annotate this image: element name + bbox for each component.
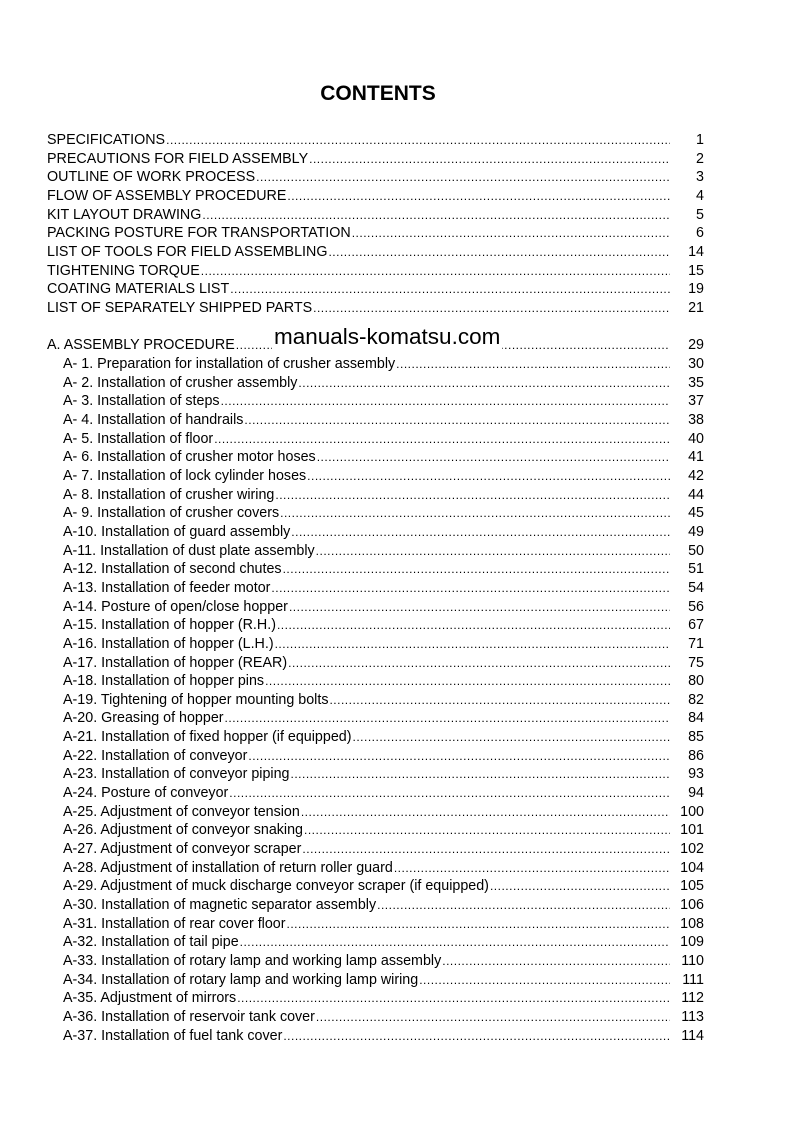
toc-entry[interactable] <box>47 877 704 896</box>
toc-entry-page: 50 <box>688 542 704 559</box>
toc-entry-page: 113 <box>681 1008 704 1025</box>
toc-entry-page: 6 <box>696 225 704 242</box>
toc-entry-label: LIST OF SEPARATELY SHIPPED PARTS <box>47 299 313 316</box>
toc-entry-page: 106 <box>680 897 704 914</box>
toc-entry[interactable] <box>47 262 704 281</box>
toc-entry-page: 51 <box>688 561 704 578</box>
contents-main-list <box>47 131 704 318</box>
toc-entry-page: 5 <box>696 206 704 223</box>
dot-leader <box>271 579 670 598</box>
toc-entry-label: TIGHTENING TORQUE <box>47 262 200 279</box>
toc-entry-label: A-34. Installation of rotary lamp and working lamp wiring <box>47 971 419 990</box>
toc-entry-page: 54 <box>688 579 704 596</box>
dot-leader <box>221 392 670 411</box>
toc-entry-page: 21 <box>688 299 704 316</box>
dot-leader <box>287 187 670 206</box>
toc-entry-label: KIT LAYOUT DRAWING <box>47 206 202 223</box>
toc-entry[interactable] <box>47 821 704 840</box>
toc-entry[interactable] <box>47 635 704 654</box>
toc-entry-label: A-13. Installation of feeder motor <box>47 579 271 598</box>
dot-leader <box>225 709 670 728</box>
toc-entry-page: 112 <box>681 990 704 1007</box>
toc-entry[interactable] <box>47 150 704 169</box>
toc-entry-label: A- 2. Installation of crusher assembly <box>47 374 298 393</box>
toc-entry[interactable] <box>47 747 704 766</box>
toc-entry[interactable] <box>47 187 704 206</box>
toc-entry-page: 41 <box>688 449 704 466</box>
toc-entry-label: A-23. Installation of conveyor piping <box>47 765 291 784</box>
toc-entry[interactable] <box>47 971 704 990</box>
toc-entry-label: A-12. Installation of second chutes <box>47 560 283 579</box>
toc-entry-label: A-31. Installation of rear cover floor <box>47 915 287 934</box>
toc-entry[interactable] <box>47 374 704 393</box>
toc-entry-label: A-22. Installation of conveyor <box>47 747 248 766</box>
toc-entry-page: 29 <box>688 337 704 353</box>
toc-entry-label: SPECIFICATIONS <box>47 132 166 148</box>
toc-entry[interactable] <box>47 1027 704 1046</box>
dot-leader <box>309 150 670 169</box>
toc-entry-page: 109 <box>680 934 704 951</box>
toc-entry-label: A-25. Adjustment of conveyor tension <box>47 803 301 822</box>
toc-entry-label: A- 7. Installation of lock cylinder hoses <box>47 467 307 486</box>
dot-leader <box>301 803 670 822</box>
toc-entry[interactable] <box>47 598 704 617</box>
dot-leader <box>396 355 670 374</box>
toc-entry[interactable] <box>47 243 704 262</box>
dot-leader <box>237 989 670 1008</box>
toc-entry-page: 102 <box>680 841 704 858</box>
toc-entry-label: A-29. Adjustment of muck discharge conveyor scraper (if equipped) <box>47 877 490 896</box>
toc-entry[interactable] <box>47 709 704 728</box>
toc-entry-page: 15 <box>688 262 704 279</box>
dot-leader <box>201 262 670 281</box>
toc-entry-page: 67 <box>688 617 704 634</box>
toc-entry-label: A-21. Installation of fixed hopper (if equipped) <box>47 728 353 747</box>
toc-entry-label: A-10. Installation of guard assembly <box>47 523 291 542</box>
toc-entry-label: A-15. Installation of hopper (R.H.) <box>47 616 277 635</box>
toc-entry-page: 3 <box>696 169 704 186</box>
toc-entry-page: 19 <box>688 281 704 298</box>
toc-entry-page: 105 <box>680 878 704 895</box>
toc-entry-label: A-24. Posture of conveyor <box>47 784 229 803</box>
dot-leader <box>230 280 670 299</box>
toc-entry[interactable] <box>47 523 704 542</box>
toc-entry-page: 45 <box>688 505 704 522</box>
toc-entry-page: 114 <box>681 1027 704 1044</box>
dot-leader <box>291 765 670 784</box>
toc-entry-label: FLOW OF ASSEMBLY PROCEDURE <box>47 187 287 204</box>
toc-entry-page: 82 <box>688 691 704 708</box>
toc-entry-page: 80 <box>688 673 704 690</box>
toc-entry[interactable] <box>47 224 704 243</box>
dot-leader <box>298 374 670 393</box>
toc-entry-label: A-33. Installation of rotary lamp and working lamp assembly <box>47 952 442 971</box>
toc-entry-label: A-19. Tightening of hopper mounting bolts <box>47 691 329 710</box>
toc-entry-page: 108 <box>680 915 704 932</box>
dot-leader <box>256 168 670 187</box>
toc-entry-label: A-16. Installation of hopper (L.H.) <box>47 635 275 654</box>
dot-leader <box>240 933 670 952</box>
contents-section-list <box>47 355 704 1045</box>
toc-entry-label: A- 8. Installation of crusher wiring <box>47 486 275 505</box>
toc-entry[interactable] <box>47 206 704 225</box>
toc-entry-page: 1 <box>696 132 704 148</box>
toc-entry-page: 56 <box>688 598 704 615</box>
dot-leader <box>316 542 670 561</box>
toc-entry-page: 40 <box>688 430 704 447</box>
toc-entry-page: 85 <box>688 729 704 746</box>
dot-leader <box>277 616 670 635</box>
toc-entry[interactable] <box>47 803 704 822</box>
toc-entry[interactable] <box>47 952 704 971</box>
toc-entry[interactable] <box>47 616 704 635</box>
dot-leader <box>214 430 670 449</box>
toc-entry[interactable] <box>47 933 704 952</box>
toc-entry-page: 38 <box>688 411 704 428</box>
toc-entry-label: A-32. Installation of tail pipe <box>47 933 240 952</box>
toc-entry[interactable] <box>47 504 704 523</box>
toc-entry-label: A-26. Adjustment of conveyor snaking <box>47 821 304 840</box>
dot-leader <box>229 784 670 803</box>
toc-entry-label: LIST OF TOOLS FOR FIELD ASSEMBLING <box>47 243 328 260</box>
watermark: manuals-komatsu.com <box>274 324 501 349</box>
toc-entry-label: A. ASSEMBLY PROCEDURE <box>47 337 235 353</box>
toc-entry[interactable] <box>47 728 704 747</box>
toc-entry-page: 71 <box>688 635 704 652</box>
dot-leader <box>313 299 670 318</box>
toc-entry-label: A-35. Adjustment of mirrors <box>47 989 237 1008</box>
dot-leader <box>287 915 670 934</box>
toc-entry-page: 49 <box>688 523 704 540</box>
toc-entry-label: PRECAUTIONS FOR FIELD ASSEMBLY <box>47 150 309 167</box>
toc-entry[interactable] <box>47 430 704 449</box>
toc-entry[interactable] <box>47 355 704 374</box>
dot-leader <box>442 952 670 971</box>
toc-entry-page: 42 <box>688 467 704 484</box>
toc-entry[interactable] <box>47 840 704 859</box>
toc-entry[interactable] <box>47 784 704 803</box>
toc-entry[interactable] <box>47 560 704 579</box>
toc-entry-label: A-18. Installation of hopper pins <box>47 672 265 691</box>
dot-leader <box>394 859 670 878</box>
toc-entry-label: A- 9. Installation of crusher covers <box>47 504 280 523</box>
toc-entry-page: 30 <box>688 356 704 372</box>
dot-leader <box>283 560 670 579</box>
dot-leader <box>244 411 670 430</box>
toc-entry[interactable] <box>47 859 704 878</box>
dot-leader <box>353 728 671 747</box>
toc-entry-label: A-37. Installation of fuel tank cover <box>47 1027 283 1046</box>
dot-leader <box>304 821 670 840</box>
dot-leader <box>291 523 670 542</box>
dot-leader <box>202 206 670 225</box>
toc-entry-page: 86 <box>688 747 704 764</box>
toc-entry[interactable] <box>47 896 704 915</box>
toc-entry-page: 110 <box>681 953 704 969</box>
toc-entry[interactable] <box>47 486 704 505</box>
toc-entry-page: 101 <box>680 822 704 839</box>
toc-entry-label: A- 3. Installation of steps <box>47 392 221 411</box>
dot-leader <box>490 877 670 896</box>
toc-entry-page: 44 <box>688 486 704 503</box>
toc-entry[interactable] <box>47 1008 704 1027</box>
dot-leader <box>329 691 670 710</box>
toc-entry-page: 2 <box>696 150 704 167</box>
dot-leader <box>307 467 670 486</box>
toc-entry-label: OUTLINE OF WORK PROCESS <box>47 169 256 186</box>
toc-entry[interactable] <box>47 691 704 710</box>
toc-entry-label: A- 5. Installation of floor <box>47 430 214 449</box>
toc-entry-label: PACKING POSTURE FOR TRANSPORTATION <box>47 225 351 242</box>
dot-leader <box>317 448 670 467</box>
dot-leader <box>289 598 670 617</box>
dot-leader <box>166 131 670 150</box>
dot-leader <box>280 504 670 523</box>
dot-leader <box>352 224 670 243</box>
page-title: CONTENTS <box>320 82 436 105</box>
toc-entry-label: A-11. Installation of dust plate assembly <box>47 542 316 561</box>
toc-entry-label: A-14. Posture of open/close hopper <box>47 598 289 617</box>
toc-entry-label: A- 6. Installation of crusher motor hoses <box>47 448 317 467</box>
toc-entry[interactable] <box>47 131 704 150</box>
toc-entry[interactable] <box>47 579 704 598</box>
toc-entry-label: A- 4. Installation of handrails <box>47 411 244 430</box>
toc-entry-page: 4 <box>696 187 704 204</box>
toc-entry-page: 94 <box>688 785 704 802</box>
dot-leader <box>275 486 670 505</box>
dot-leader <box>288 654 670 673</box>
toc-entry[interactable] <box>47 392 704 411</box>
toc-entry-page: 104 <box>680 859 704 876</box>
toc-entry-page: 35 <box>688 374 704 391</box>
toc-entry[interactable] <box>47 168 704 187</box>
dot-leader <box>302 840 670 859</box>
toc-entry-label: A-36. Installation of reservoir tank cover <box>47 1008 316 1027</box>
toc-entry-label: COATING MATERIALS LIST <box>47 281 230 298</box>
dot-leader <box>316 1008 670 1027</box>
toc-entry-page: 14 <box>688 243 704 260</box>
toc-entry[interactable] <box>47 915 704 934</box>
toc-entry[interactable] <box>47 299 704 318</box>
toc-entry-label: A-17. Installation of hopper (REAR) <box>47 654 288 673</box>
toc-entry-page: 84 <box>688 710 704 727</box>
toc-entry-page: 93 <box>688 766 704 783</box>
dot-leader <box>283 1027 670 1046</box>
toc-entry[interactable] <box>47 542 704 561</box>
toc-entry[interactable] <box>47 467 704 486</box>
toc-entry[interactable] <box>47 672 704 691</box>
dot-leader <box>248 747 670 766</box>
toc-entry-label: A-27. Adjustment of conveyor scraper <box>47 840 302 859</box>
toc-entry-label: A- 1. Preparation for installation of crusher assembly <box>47 355 396 374</box>
toc-entry-page: 100 <box>680 803 704 820</box>
dot-leader <box>328 243 670 262</box>
toc-entry-label: A-28. Adjustment of installation of return roller guard <box>47 859 394 878</box>
toc-entry-label: A-20. Greasing of hopper <box>47 709 225 728</box>
toc-entry[interactable] <box>47 654 704 673</box>
dot-leader <box>377 896 670 915</box>
toc-entry[interactable] <box>47 411 704 430</box>
dot-leader <box>275 635 670 654</box>
dot-leader <box>419 971 670 990</box>
toc-entry-page: 75 <box>688 654 704 671</box>
toc-entry-label: A-30. Installation of magnetic separator assembly <box>47 896 377 915</box>
toc-entry-page: 111 <box>682 971 704 988</box>
toc-entry[interactable] <box>47 765 704 784</box>
toc-entry[interactable] <box>47 448 704 467</box>
dot-leader <box>265 672 670 691</box>
toc-entry-page: 37 <box>688 393 704 410</box>
toc-entry[interactable] <box>47 989 704 1008</box>
toc-entry[interactable] <box>47 280 704 299</box>
